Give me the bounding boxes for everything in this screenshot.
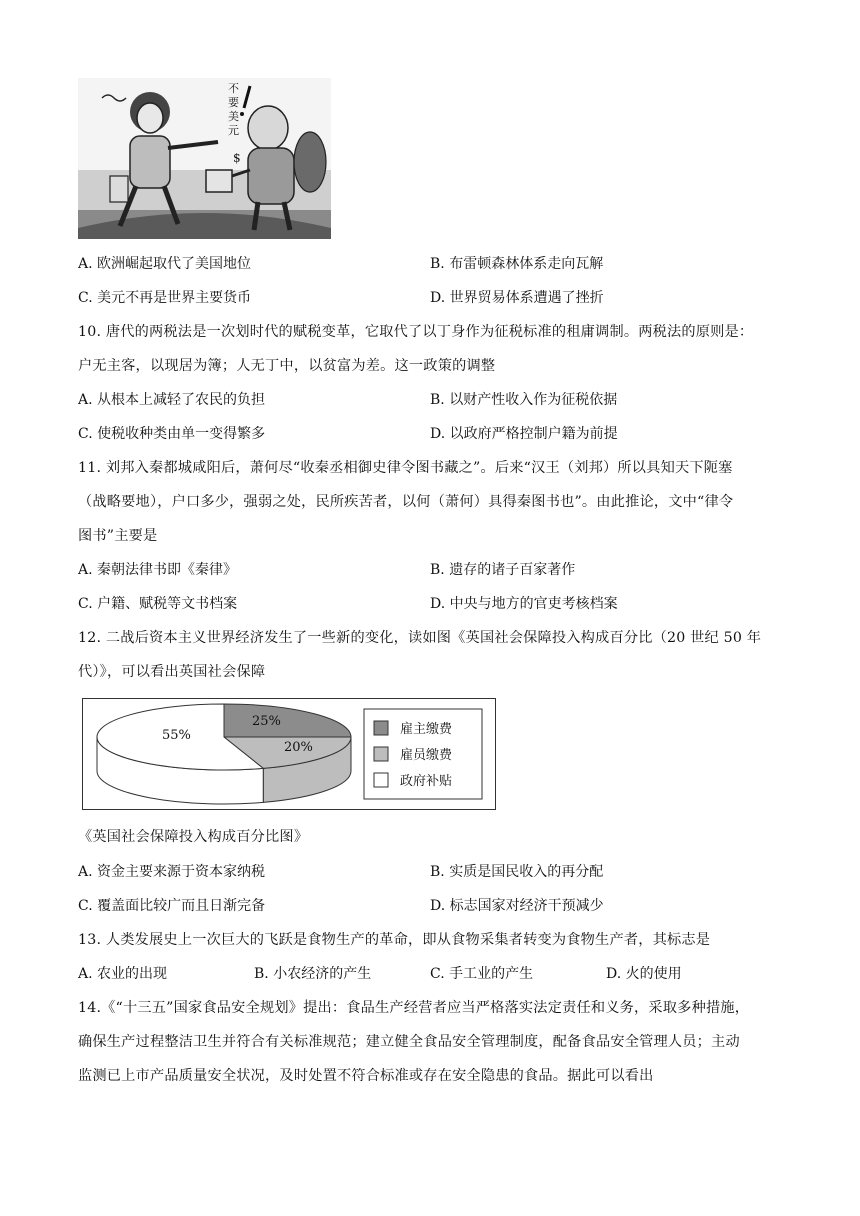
cartoon-illustration [78,78,331,239]
legend-swatch-2 [374,773,388,787]
pie-chart-svg [83,699,494,808]
cartoon-text-3: 美 [228,110,239,123]
q13-option-c[interactable]: C. 手工业的产生 [430,966,534,982]
q10-option-d[interactable]: D. 以政府严格控制户籍为前提 [430,426,618,442]
q10-stem-line1: 10. 唐代的两税法是一次划时代的赋税变革，它取代了以丁身作为征税标准的租庸调制。两税法的原则是： [78,324,754,340]
pie-chart-figure [82,698,496,810]
q9-option-c[interactable]: C. 美元不再是世界主要货币 [78,290,252,306]
q10-stem-line2: 户无主客，以现居为簿；人无丁中，以贫富为差。这一政策的调整 [78,358,496,374]
q12-option-a[interactable]: A. 资金主要来源于资本家纳税 [78,864,266,880]
q11-option-c[interactable]: C. 户籍、赋税等文书档案 [78,596,238,612]
q11-stem-line2: （战略要地），户口多少，强弱之处，民所疾苦者，以何（萧何）具得秦图书也”。由此推论，文中“律令 [78,494,734,510]
q10-option-b[interactable]: B. 以财产性收入作为征税依据 [430,392,618,408]
q12-stem-line1: 12. 二战后资本主义世界经济发生了一些新的变化，读如图《英国社会保障投入构成百分比（20 世纪 50 年 [78,630,762,646]
q9-option-a[interactable]: A. 欧洲崛起取代了美国地位 [78,256,252,272]
q12-option-d[interactable]: D. 标志国家对经济干预减少 [430,898,604,914]
q12-caption: 《英国社会保障投入构成百分比图》 [78,829,309,845]
q12-option-c[interactable]: C. 覆盖面比较广而且日渐完备 [78,898,266,914]
q13-stem: 13. 人类发展史上一次巨大的飞跃是食物生产的革命，即从食物采集者转变为食物生产者，其标志是 [78,932,711,948]
legend-label-1: 雇员缴费 [400,748,453,763]
q9-option-b[interactable]: B. 布雷顿森林体系走向瓦解 [430,256,604,272]
q11-option-d[interactable]: D. 中央与地方的官吏考核档案 [430,596,618,612]
legend-label-0: 雇主缴费 [400,722,453,737]
q14-stem-line2: 确保生产过程整洁卫生并符合有关标准规范；建立健全食品安全管理制度，配备食品安全管理人员；主动 [78,1034,740,1050]
pie-label-0: 25% [252,714,281,729]
q10-option-a[interactable]: A. 从根本上减轻了农民的负担 [78,392,266,408]
pie-label-2: 55% [162,728,191,743]
svg-text:$: $ [233,151,241,165]
cartoon-text-2: 要 [228,96,239,109]
legend-swatch-1 [374,747,388,761]
cartoon-text-1: 不 [228,82,239,95]
pie-label-1: 20% [284,740,313,755]
q11-stem-line1: 11. 刘邦入秦都城咸阳后，萧何尽“收秦丞相御史律令图书藏之”。后来“汉王（刘邦）所以具知天下阨塞 [78,460,733,476]
q11-option-b[interactable]: B. 遗存的诸子百家著作 [430,562,576,578]
q9-option-d[interactable]: D. 世界贸易体系遭遇了挫折 [430,290,604,306]
q10-option-c[interactable]: C. 使税收种类由单一变得繁多 [78,426,266,442]
pie-slice-0 [224,704,351,737]
q14-stem-line1: 14.《“十三五”国家食品安全规划》提出：食品生产经营者应当严格落实法定责任和义务，采取多种措施， [78,1000,750,1016]
q13-option-d[interactable]: D. 火的使用 [606,966,682,982]
q12-stem-line2: 代）》，可以看出英国社会保障 [78,664,266,680]
q11-stem-line3: 图书”主要是 [78,528,158,544]
legend-label-2: 政府补贴 [400,774,453,789]
legend-swatch-0 [374,721,388,735]
q11-option-a[interactable]: A. 秦朝法律书即《秦律》 [78,562,238,578]
q13-option-b[interactable]: B. 小农经济的产生 [254,966,372,982]
q14-stem-line3: 监测已上市产品质量安全状况，及时处置不符合标准或存在安全隐患的食品。据此可以看出 [78,1068,654,1084]
cartoon-text-4: 元 [228,124,239,137]
q12-option-b[interactable]: B. 实质是国民收入的再分配 [430,864,604,880]
q13-option-a[interactable]: A. 农业的出现 [78,966,168,982]
